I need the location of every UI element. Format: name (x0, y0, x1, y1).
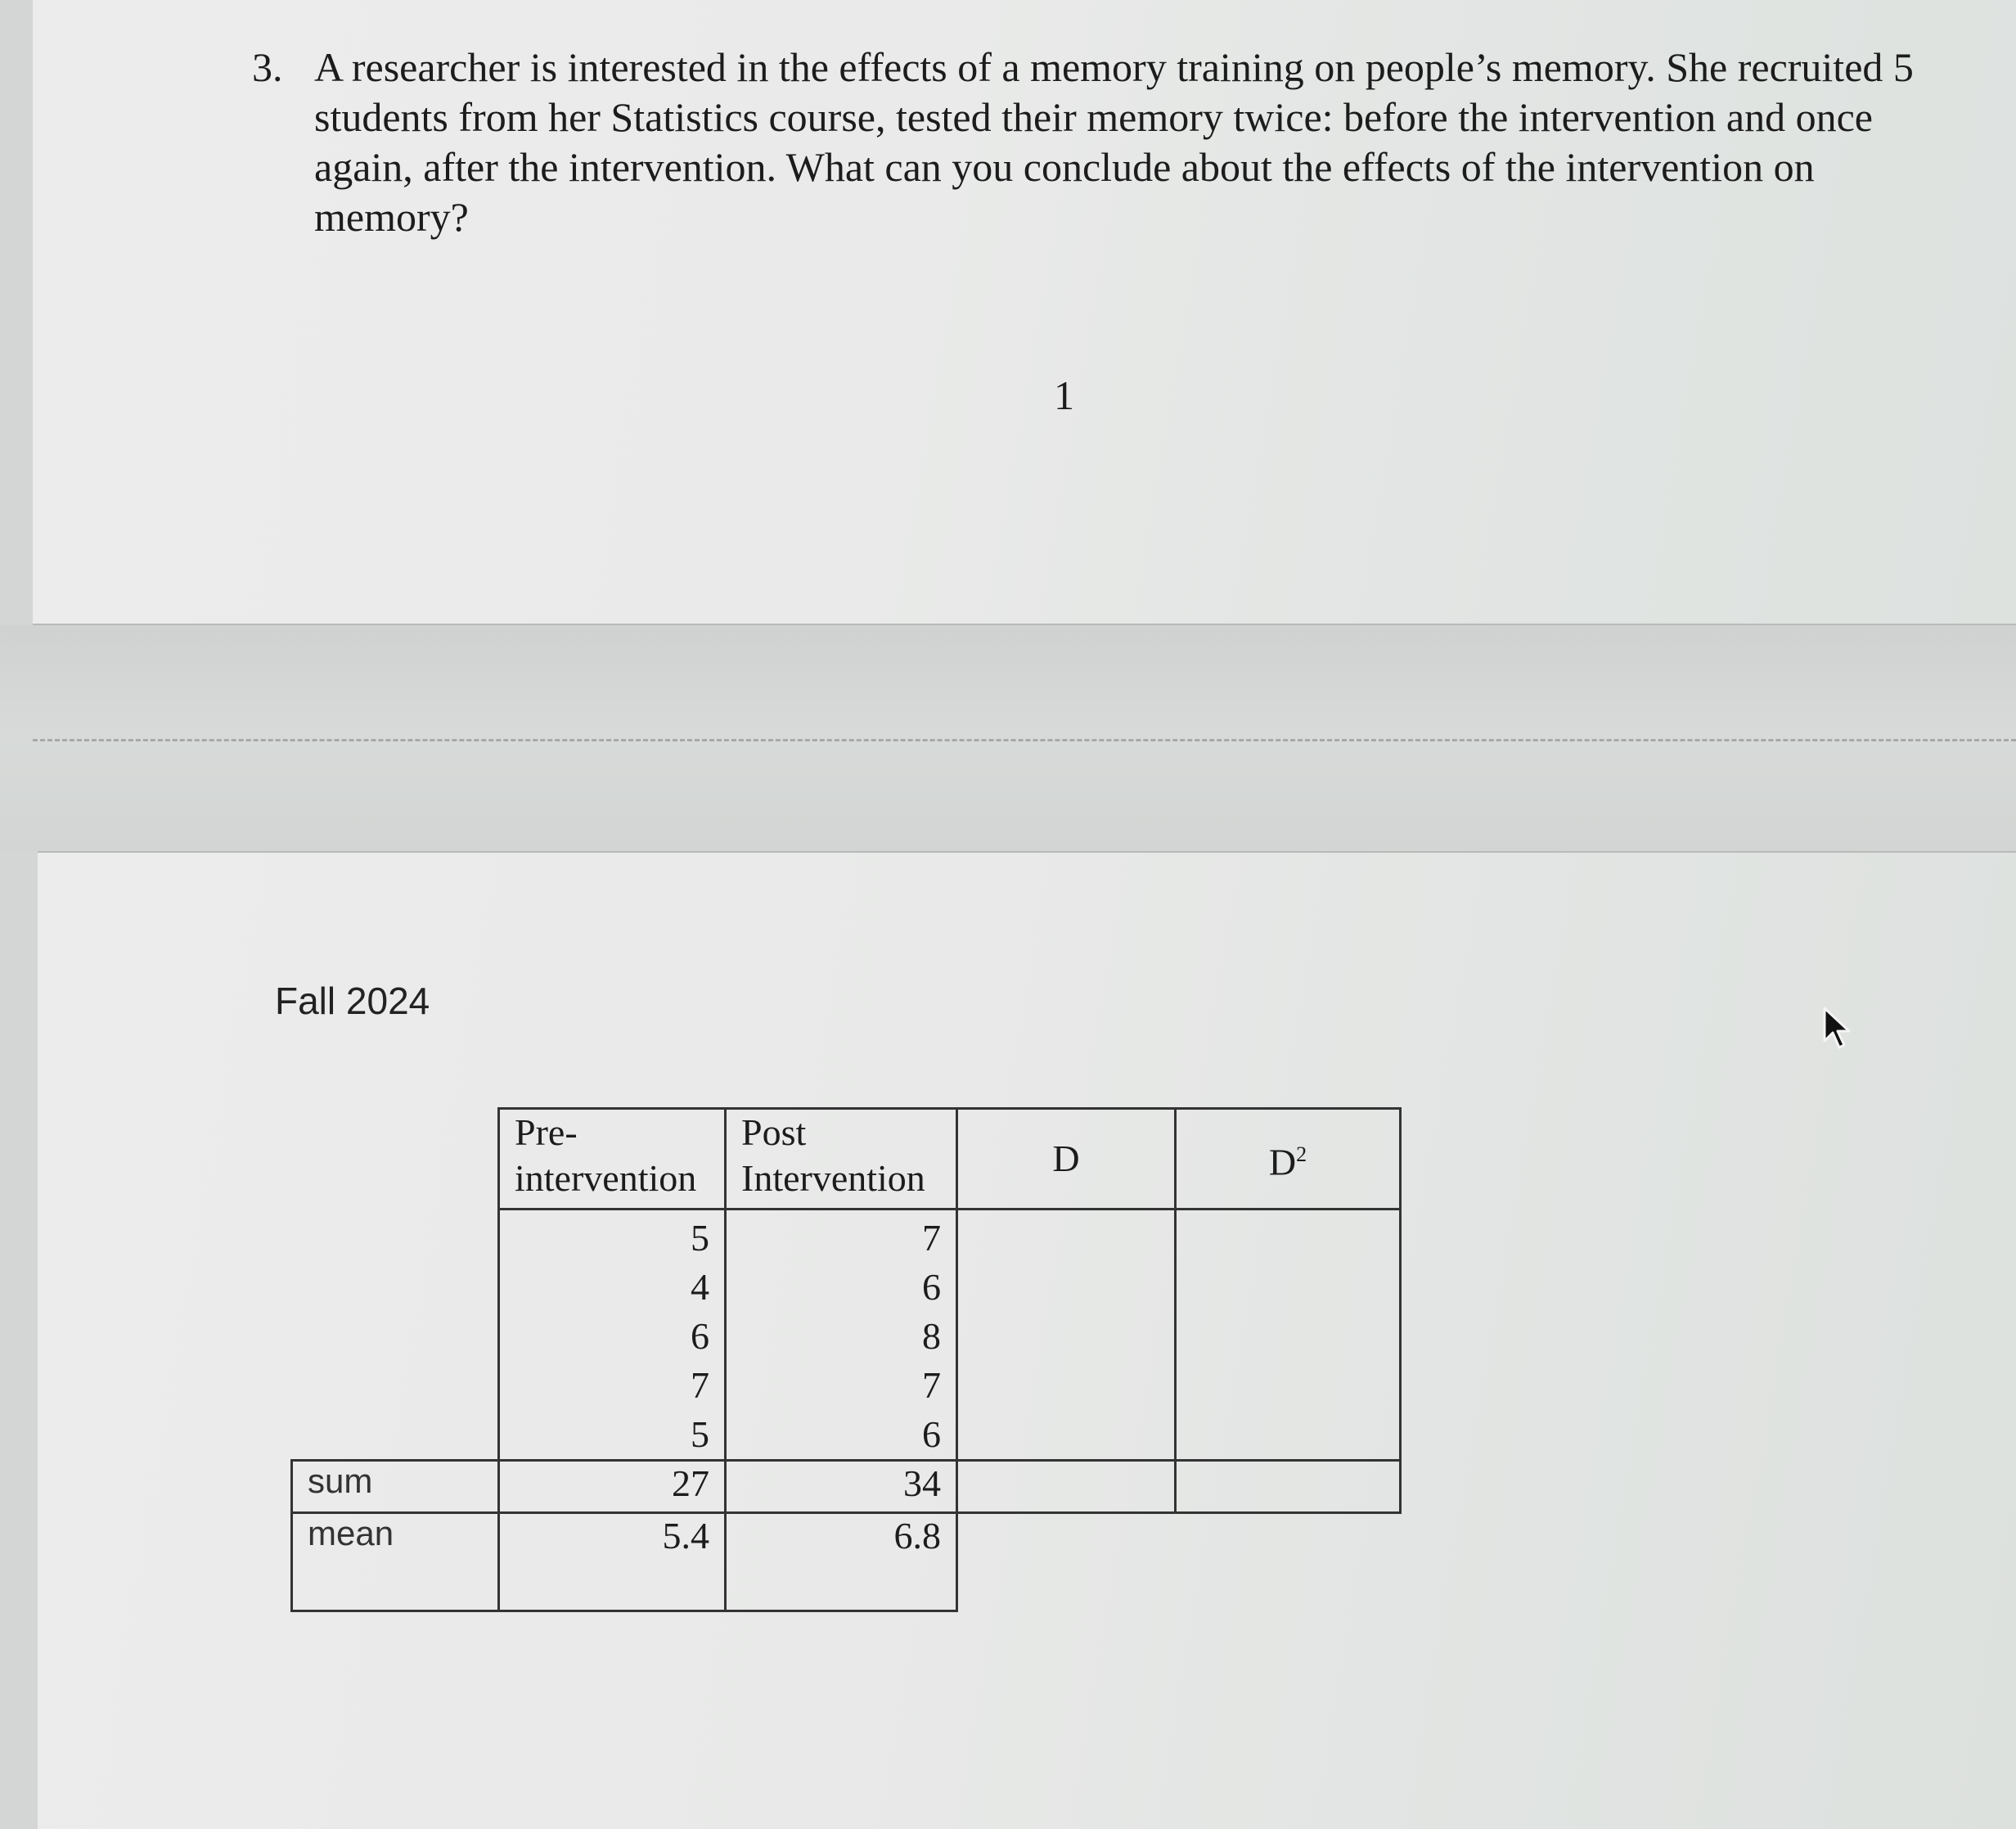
table-values-row (292, 1210, 1401, 1461)
mean-label: mean (292, 1513, 499, 1611)
post-values-cell (726, 1210, 957, 1461)
data-table (290, 1107, 1402, 1612)
d-values-cell (957, 1210, 1176, 1461)
sum-row (292, 1461, 1401, 1513)
header-blank-cell (292, 1109, 499, 1210)
pre-value: 7 (691, 1364, 709, 1406)
pre-values-cell (499, 1210, 726, 1461)
pre-value: 4 (691, 1266, 709, 1308)
header-d-squared-base: D (1268, 1141, 1297, 1183)
sum-post: 34 (726, 1461, 957, 1513)
post-value: 7 (922, 1364, 941, 1406)
data-table-wrapper (290, 1107, 1402, 1612)
header-post-intervention: Post Intervention (726, 1109, 957, 1210)
header-d: D (957, 1109, 1176, 1210)
post-value: 7 (922, 1217, 941, 1259)
mean-pre: 5.4 (499, 1513, 726, 1611)
d-squared-values-cell (1176, 1210, 1401, 1461)
post-value: 6 (922, 1413, 941, 1455)
sum-d (957, 1461, 1176, 1513)
pre-value: 5 (691, 1217, 709, 1259)
question-block (252, 43, 1937, 242)
header-d-squared-exponent: 2 (1296, 1142, 1307, 1167)
post-value: 8 (922, 1315, 941, 1357)
table-header-row (292, 1109, 1401, 1210)
arrow-cursor-icon (1821, 1005, 1857, 1051)
sum-d-squared (1176, 1461, 1401, 1513)
sum-pre: 27 (499, 1461, 726, 1513)
mean-post: 6.8 (726, 1513, 957, 1611)
term-label: Fall 2024 (275, 980, 430, 1022)
header-pre-intervention: Pre- intervention (499, 1109, 726, 1210)
page-gap (0, 625, 2016, 851)
pre-value: 6 (691, 1315, 709, 1357)
mean-row (292, 1513, 1401, 1611)
mean-d-empty (957, 1513, 1176, 1611)
values-blank-cell (292, 1210, 499, 1461)
mean-d-squared-empty (1176, 1513, 1401, 1611)
sum-label: sum (292, 1461, 499, 1513)
post-value: 6 (922, 1266, 941, 1308)
question-number: 3. (252, 44, 283, 90)
pre-value: 5 (691, 1413, 709, 1455)
page-break-line (33, 739, 2016, 741)
header-d-squared (1176, 1109, 1401, 1210)
question-text: A researcher is interested in the effects of a memory training on people’s memory. She recruited 5 students from her Statistics course, tested their memory twice: before the intervention and once again, after the intervention. What can you conclude about the effects of the intervention on memory? (314, 44, 1914, 240)
page-number: 1 (1054, 372, 1074, 418)
